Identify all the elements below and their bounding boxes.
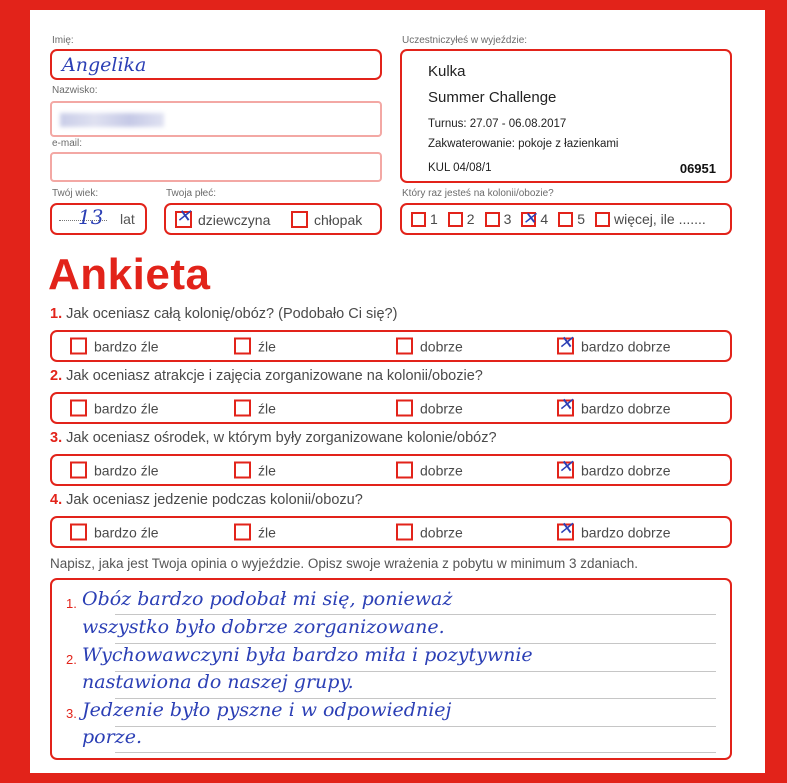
ktory-raz-option[interactable] bbox=[521, 208, 549, 229]
check-mark-icon: ✕ bbox=[558, 394, 574, 416]
rating-option[interactable] bbox=[557, 518, 671, 541]
ktory-raz-option-label: 4 bbox=[540, 211, 549, 227]
question-number: 1. bbox=[50, 306, 63, 322]
check-mark-icon: ✕ bbox=[558, 518, 574, 540]
rating-option-label: dobrze bbox=[420, 400, 463, 416]
question-number: 3. bbox=[50, 430, 63, 446]
rating-option[interactable] bbox=[234, 524, 276, 541]
ruled-line bbox=[115, 614, 716, 615]
rating-row bbox=[50, 454, 732, 486]
opinion-prompt: Napisz, jaka jest Twoja opinia o wyjeździe. Opisz swoje wrażenia z pobytu w minimum 3 zdaniach. bbox=[50, 556, 639, 571]
nazwisko-label: Nazwisko: bbox=[52, 85, 98, 96]
question-label: Jak oceniasz całą kolonię/obóz? (Podobało Ci się?) bbox=[62, 306, 398, 322]
checkbox[interactable] bbox=[175, 206, 192, 228]
ktory-raz-field bbox=[400, 203, 732, 235]
ktory-raz-option[interactable] bbox=[485, 211, 512, 227]
ticket-line2: Summer Challenge bbox=[428, 89, 557, 106]
checkbox[interactable] bbox=[70, 338, 87, 355]
opinion-text-line: Wychowawczyni była bardzo miła i pozytywnie bbox=[82, 644, 533, 666]
question-text bbox=[50, 430, 497, 446]
rating-option[interactable] bbox=[70, 400, 159, 417]
ktory-raz-option[interactable] bbox=[558, 211, 585, 227]
opinion-number: 1. bbox=[66, 596, 77, 611]
redacted-name bbox=[60, 113, 164, 127]
rating-option[interactable] bbox=[234, 400, 276, 417]
checkbox[interactable] bbox=[234, 338, 251, 355]
rating-option-label: dobrze bbox=[420, 462, 463, 478]
question-label: Jak oceniasz jedzenie podczas kolonii/obozu? bbox=[62, 492, 363, 508]
rating-option-label: dobrze bbox=[420, 524, 463, 540]
rating-option-label: bardzo źle bbox=[94, 400, 159, 416]
plec-option-chlopak[interactable] bbox=[291, 211, 362, 228]
plec-option-label: dziewczyna bbox=[198, 211, 271, 228]
plec-option-dziewczyna[interactable] bbox=[175, 206, 271, 228]
opinion-text-line: wszystko było dobrze zorganizowane. bbox=[82, 616, 445, 638]
email-field[interactable] bbox=[50, 152, 382, 182]
plec-field bbox=[164, 203, 382, 235]
nazwisko-field[interactable] bbox=[50, 101, 382, 137]
wiek-unit: lat bbox=[120, 211, 135, 227]
imie-value: Angelika bbox=[62, 54, 147, 76]
checkbox[interactable] bbox=[234, 462, 251, 479]
checkbox[interactable] bbox=[595, 212, 610, 227]
question-number: 4. bbox=[50, 492, 63, 508]
plec-label: Twoja płeć: bbox=[166, 188, 217, 199]
email-label: e-mail: bbox=[52, 138, 83, 149]
rating-option[interactable] bbox=[70, 338, 159, 355]
rating-option[interactable] bbox=[557, 332, 671, 355]
checkbox[interactable] bbox=[234, 524, 251, 541]
checkbox[interactable] bbox=[558, 212, 573, 227]
checkbox[interactable] bbox=[448, 212, 463, 227]
rating-option-label: bardzo dobrze bbox=[581, 524, 671, 540]
rating-option[interactable] bbox=[557, 394, 671, 417]
ticket-code: KUL 04/08/1 bbox=[428, 162, 492, 174]
checkbox[interactable] bbox=[557, 518, 574, 541]
rating-option[interactable] bbox=[70, 524, 159, 541]
checkbox[interactable] bbox=[291, 211, 308, 228]
page-title: Ankieta bbox=[48, 250, 211, 299]
ktory-raz-label: Który raz jesteś na kolonii/obozie? bbox=[402, 188, 554, 199]
question-text bbox=[50, 368, 483, 384]
ticket-zakwaterowanie: Zakwaterowanie: pokoje z łazienkami bbox=[428, 138, 619, 150]
rating-option[interactable] bbox=[70, 462, 159, 479]
ktory-raz-option[interactable] bbox=[595, 211, 706, 227]
ticket-number: 06951 bbox=[679, 161, 716, 176]
check-mark-icon: ✕ bbox=[558, 456, 574, 478]
ktory-raz-option[interactable] bbox=[411, 211, 438, 227]
rating-option-label: źle bbox=[258, 462, 276, 478]
rating-row bbox=[50, 516, 732, 548]
rating-option-label: bardzo źle bbox=[94, 462, 159, 478]
opinion-box[interactable] bbox=[50, 578, 732, 760]
opinion-number: 3. bbox=[66, 706, 77, 721]
rating-option[interactable] bbox=[396, 524, 463, 541]
ruled-line bbox=[115, 752, 716, 753]
checkbox[interactable] bbox=[521, 208, 537, 229]
rating-option-label: bardzo dobrze bbox=[581, 338, 671, 354]
checkbox[interactable] bbox=[485, 212, 500, 227]
ktory-raz-option-label: 5 bbox=[577, 211, 585, 227]
ruled-line bbox=[115, 726, 716, 727]
rating-option[interactable] bbox=[234, 462, 276, 479]
checkbox[interactable] bbox=[70, 400, 87, 417]
checkbox[interactable] bbox=[557, 332, 574, 355]
ticket-box bbox=[400, 49, 732, 183]
checkbox[interactable] bbox=[234, 400, 251, 417]
rating-option[interactable] bbox=[234, 338, 276, 355]
checkbox[interactable] bbox=[70, 524, 87, 541]
ticket-line1: Kulka bbox=[428, 63, 466, 80]
checkbox[interactable] bbox=[396, 400, 413, 417]
imie-field[interactable] bbox=[50, 49, 382, 80]
checkbox[interactable] bbox=[70, 462, 87, 479]
opinion-text-line: Jedzenie było pyszne i w odpowiedniej bbox=[82, 699, 452, 721]
plec-option-label: chłopak bbox=[314, 211, 363, 228]
opinion-text-line: Obóz bardzo podobał mi się, ponieważ bbox=[82, 588, 453, 610]
rating-option-label: źle bbox=[258, 400, 276, 416]
checkbox[interactable] bbox=[396, 462, 413, 479]
checkbox[interactable] bbox=[557, 456, 574, 479]
question-label: Jak oceniasz atrakcje i zajęcia zorganizowane na kolonii/obozie? bbox=[62, 368, 483, 384]
rating-option[interactable] bbox=[396, 400, 463, 417]
wiek-label: Twój wiek: bbox=[52, 188, 99, 199]
question-label: Jak oceniasz ośrodek, w którym były zorganizowane kolonie/obóz? bbox=[62, 430, 497, 446]
wiek-field[interactable] bbox=[50, 203, 147, 235]
ticket-turnus: Turnus: 27.07 - 06.08.2017 bbox=[428, 118, 567, 130]
rating-option-label: źle bbox=[258, 524, 276, 540]
check-mark-icon: ✕ bbox=[522, 208, 537, 229]
uczestniczyles-label: Uczestniczyłeś w wyjeździe: bbox=[402, 35, 528, 46]
ktory-raz-options bbox=[411, 208, 706, 229]
wiek-value: 13 bbox=[78, 205, 104, 229]
rating-option[interactable] bbox=[396, 462, 463, 479]
checkbox[interactable] bbox=[557, 394, 574, 417]
checkbox[interactable] bbox=[396, 338, 413, 355]
ktory-raz-option-label: 2 bbox=[466, 211, 475, 227]
checkbox[interactable] bbox=[396, 524, 413, 541]
rating-option-label: bardzo źle bbox=[94, 338, 159, 354]
rating-option-label: bardzo dobrze bbox=[581, 462, 671, 478]
ktory-raz-option-label: 1 bbox=[430, 211, 438, 227]
rating-option[interactable] bbox=[396, 338, 463, 355]
opinion-text-line: nastawiona do naszej grupy. bbox=[82, 671, 354, 693]
rating-option-label: bardzo źle bbox=[94, 524, 159, 540]
check-mark-icon: ✕ bbox=[176, 206, 192, 227]
check-mark-icon: ✕ bbox=[558, 332, 574, 354]
rating-option-label: źle bbox=[258, 338, 276, 354]
rating-option-label: bardzo dobrze bbox=[581, 400, 671, 416]
rating-option-label: dobrze bbox=[420, 338, 463, 354]
question-text bbox=[50, 306, 397, 322]
ktory-raz-option-label: więcej, ile ....... bbox=[613, 211, 706, 227]
rating-row bbox=[50, 330, 732, 362]
ktory-raz-option[interactable] bbox=[448, 211, 475, 227]
question-number: 2. bbox=[50, 368, 63, 384]
rating-option[interactable] bbox=[557, 456, 671, 479]
imie-label: Imię: bbox=[52, 35, 74, 46]
opinion-text-line: porze. bbox=[82, 726, 142, 748]
question-text bbox=[50, 492, 363, 508]
opinion-number: 2. bbox=[66, 652, 77, 667]
ktory-raz-option-label: 3 bbox=[503, 211, 512, 227]
checkbox[interactable] bbox=[411, 212, 426, 227]
rating-row bbox=[50, 392, 732, 424]
